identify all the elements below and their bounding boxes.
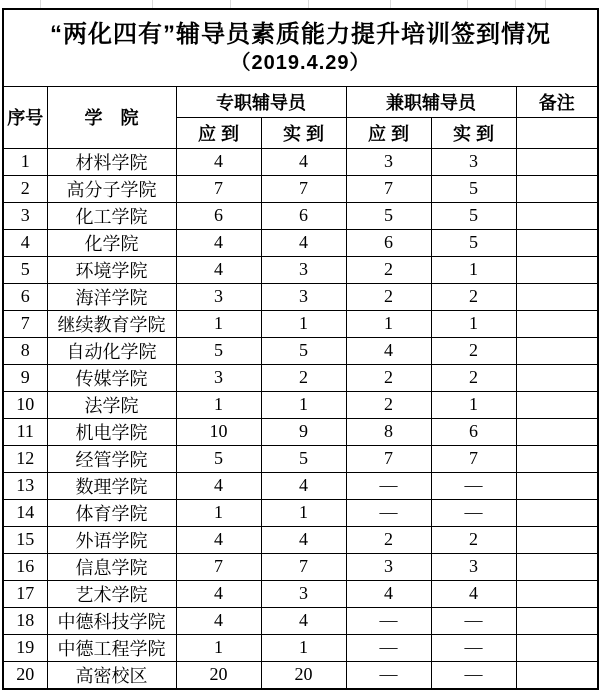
table-row: [3, 148, 598, 175]
table-row: [3, 553, 598, 580]
document-title: “两化四有”辅导员素质能力提升培训签到情况: [50, 21, 552, 49]
parttime-expected-cell: 2: [346, 391, 431, 418]
parttime-expected-cell: 2: [346, 364, 431, 391]
college-cell: 高密校区: [47, 661, 176, 689]
college-cell: 外语学院: [47, 526, 176, 553]
fulltime-actual-cell: 1: [261, 310, 346, 337]
remark-cell: [516, 445, 598, 472]
parttime-expected-cell: 3: [346, 553, 431, 580]
row-number-cell: 7: [3, 310, 47, 337]
fulltime-expected-cell: 3: [176, 364, 261, 391]
remark-cell: [516, 256, 598, 283]
fulltime-actual-cell: 5: [261, 337, 346, 364]
parttime-actual-cell: 7: [431, 445, 516, 472]
remark-cell: [516, 418, 598, 445]
row-number-cell: 8: [3, 337, 47, 364]
row-number-cell: 20: [3, 661, 47, 689]
parttime-actual-cell: 1: [431, 391, 516, 418]
header-index: 序号: [3, 86, 47, 148]
fulltime-expected-cell: 7: [176, 553, 261, 580]
parttime-actual-cell: —: [431, 607, 516, 634]
parttime-actual-cell: 3: [431, 553, 516, 580]
table-row: [3, 283, 598, 310]
parttime-expected-cell: 7: [346, 445, 431, 472]
remark-cell: [516, 310, 598, 337]
parttime-actual-cell: 3: [431, 148, 516, 175]
fulltime-actual-cell: 9: [261, 418, 346, 445]
parttime-expected-cell: 5: [346, 202, 431, 229]
parttime-expected-cell: 4: [346, 337, 431, 364]
college-cell: 经管学院: [47, 445, 176, 472]
parttime-expected-cell: —: [346, 499, 431, 526]
remark-cell: [516, 283, 598, 310]
college-cell: 材料学院: [47, 148, 176, 175]
header-parttime-actual: 实 到: [431, 117, 516, 148]
fulltime-expected-cell: 4: [176, 256, 261, 283]
remark-cell: [516, 607, 598, 634]
fulltime-actual-cell: 7: [261, 175, 346, 202]
fulltime-actual-cell: 3: [261, 256, 346, 283]
row-number-cell: 6: [3, 283, 47, 310]
college-cell: 高分子学院: [47, 175, 176, 202]
table-row: [3, 229, 598, 256]
parttime-actual-cell: 5: [431, 229, 516, 256]
remark-cell: [516, 553, 598, 580]
fulltime-actual-cell: 20: [261, 661, 346, 689]
row-number-cell: 12: [3, 445, 47, 472]
fulltime-actual-cell: 3: [261, 283, 346, 310]
fulltime-actual-cell: 2: [261, 364, 346, 391]
parttime-expected-cell: 1: [346, 310, 431, 337]
table-row: [3, 472, 598, 499]
fulltime-actual-cell: 6: [261, 202, 346, 229]
fulltime-expected-cell: 1: [176, 499, 261, 526]
fulltime-expected-cell: 3: [176, 283, 261, 310]
parttime-expected-cell: —: [346, 472, 431, 499]
fulltime-actual-cell: 4: [261, 472, 346, 499]
remark-cell: [516, 580, 598, 607]
college-cell: 环境学院: [47, 256, 176, 283]
row-number-cell: 15: [3, 526, 47, 553]
row-number-cell: 11: [3, 418, 47, 445]
fulltime-expected-cell: 10: [176, 418, 261, 445]
table-row: [3, 175, 598, 202]
fulltime-actual-cell: 4: [261, 229, 346, 256]
parttime-actual-cell: 5: [431, 202, 516, 229]
title-row: [3, 9, 598, 86]
college-cell: 法学院: [47, 391, 176, 418]
college-cell: 中德科技学院: [47, 607, 176, 634]
fulltime-expected-cell: 4: [176, 580, 261, 607]
parttime-expected-cell: —: [346, 661, 431, 689]
remark-cell: [516, 472, 598, 499]
parttime-expected-cell: 3: [346, 148, 431, 175]
parttime-actual-cell: 2: [431, 337, 516, 364]
college-cell: 自动化学院: [47, 337, 176, 364]
header-fulltime-group: 专职辅导员: [176, 86, 346, 117]
row-number-cell: 10: [3, 391, 47, 418]
fulltime-expected-cell: 4: [176, 607, 261, 634]
parttime-expected-cell: 2: [346, 256, 431, 283]
row-number-cell: 9: [3, 364, 47, 391]
parttime-actual-cell: 1: [431, 256, 516, 283]
remark-cell: [516, 391, 598, 418]
parttime-expected-cell: —: [346, 607, 431, 634]
college-cell: 海洋学院: [47, 283, 176, 310]
parttime-expected-cell: 4: [346, 580, 431, 607]
parttime-expected-cell: 7: [346, 175, 431, 202]
remark-cell: [516, 526, 598, 553]
table-row: [3, 202, 598, 229]
fulltime-actual-cell: 4: [261, 526, 346, 553]
parttime-actual-cell: 2: [431, 364, 516, 391]
header-row-groups: [3, 86, 598, 117]
parttime-expected-cell: 2: [346, 526, 431, 553]
fulltime-actual-cell: 5: [261, 445, 346, 472]
table-row: [3, 499, 598, 526]
row-number-cell: 16: [3, 553, 47, 580]
row-number-cell: 14: [3, 499, 47, 526]
remark-cell: [516, 202, 598, 229]
row-number-cell: 13: [3, 472, 47, 499]
fulltime-expected-cell: 20: [176, 661, 261, 689]
table-row: [3, 580, 598, 607]
college-cell: 传媒学院: [47, 364, 176, 391]
parttime-actual-cell: —: [431, 499, 516, 526]
row-number-cell: 19: [3, 634, 47, 661]
remark-cell: [516, 148, 598, 175]
fulltime-expected-cell: 6: [176, 202, 261, 229]
remark-cell: [516, 337, 598, 364]
parttime-actual-cell: 5: [431, 175, 516, 202]
header-parttime-expected: 应 到: [346, 117, 431, 148]
parttime-actual-cell: 6: [431, 418, 516, 445]
table-row: [3, 526, 598, 553]
fulltime-expected-cell: 4: [176, 148, 261, 175]
fulltime-expected-cell: 5: [176, 445, 261, 472]
college-cell: 机电学院: [47, 418, 176, 445]
row-number-cell: 1: [3, 148, 47, 175]
college-cell: 化学院: [47, 229, 176, 256]
parttime-actual-cell: —: [431, 634, 516, 661]
header-fulltime-actual: 实 到: [261, 117, 346, 148]
fulltime-actual-cell: 4: [261, 607, 346, 634]
college-cell: 化工学院: [47, 202, 176, 229]
parttime-expected-cell: —: [346, 634, 431, 661]
table-body: [3, 148, 598, 689]
row-number-cell: 5: [3, 256, 47, 283]
parttime-actual-cell: —: [431, 661, 516, 689]
row-number-cell: 3: [3, 202, 47, 229]
fulltime-actual-cell: 3: [261, 580, 346, 607]
parttime-actual-cell: 2: [431, 526, 516, 553]
parttime-actual-cell: —: [431, 472, 516, 499]
row-number-cell: 2: [3, 175, 47, 202]
college-cell: 艺术学院: [47, 580, 176, 607]
table-row: [3, 634, 598, 661]
row-number-cell: 4: [3, 229, 47, 256]
table-row: [3, 661, 598, 689]
fulltime-expected-cell: 1: [176, 391, 261, 418]
college-cell: 信息学院: [47, 553, 176, 580]
remark-cell: [516, 661, 598, 689]
row-number-cell: 18: [3, 607, 47, 634]
fulltime-expected-cell: 4: [176, 526, 261, 553]
table-row: [3, 607, 598, 634]
fulltime-expected-cell: 1: [176, 310, 261, 337]
table-row: [3, 391, 598, 418]
parttime-expected-cell: 6: [346, 229, 431, 256]
fulltime-expected-cell: 7: [176, 175, 261, 202]
table-row: [3, 445, 598, 472]
table-row: [3, 310, 598, 337]
college-cell: 数理学院: [47, 472, 176, 499]
header-remark-sub: [516, 117, 598, 148]
header-parttime-group: 兼职辅导员: [346, 86, 516, 117]
parttime-expected-cell: 2: [346, 283, 431, 310]
parttime-actual-cell: 4: [431, 580, 516, 607]
remark-cell: [516, 175, 598, 202]
fulltime-actual-cell: 7: [261, 553, 346, 580]
remark-cell: [516, 364, 598, 391]
signin-table: [2, 8, 599, 690]
remark-cell: [516, 499, 598, 526]
fulltime-expected-cell: 1: [176, 634, 261, 661]
header-remark: 备注: [516, 86, 598, 117]
fulltime-expected-cell: 5: [176, 337, 261, 364]
fulltime-expected-cell: 4: [176, 472, 261, 499]
header-college: 学 院: [47, 86, 176, 148]
parttime-actual-cell: 1: [431, 310, 516, 337]
parttime-actual-cell: 2: [431, 283, 516, 310]
remark-cell: [516, 229, 598, 256]
header-fulltime-expected: 应 到: [176, 117, 261, 148]
row-number-cell: 17: [3, 580, 47, 607]
fulltime-actual-cell: 4: [261, 148, 346, 175]
fulltime-actual-cell: 1: [261, 499, 346, 526]
document-date: （2019.4.29）: [230, 52, 371, 75]
college-cell: 体育学院: [47, 499, 176, 526]
fulltime-actual-cell: 1: [261, 391, 346, 418]
remark-cell: [516, 634, 598, 661]
table-row: [3, 256, 598, 283]
title-cell: [3, 9, 598, 86]
college-cell: 继续教育学院: [47, 310, 176, 337]
table-row: [3, 364, 598, 391]
college-cell: 中德工程学院: [47, 634, 176, 661]
fulltime-expected-cell: 4: [176, 229, 261, 256]
table-row: [3, 337, 598, 364]
parttime-expected-cell: 8: [346, 418, 431, 445]
table-row: [3, 418, 598, 445]
fulltime-actual-cell: 1: [261, 634, 346, 661]
